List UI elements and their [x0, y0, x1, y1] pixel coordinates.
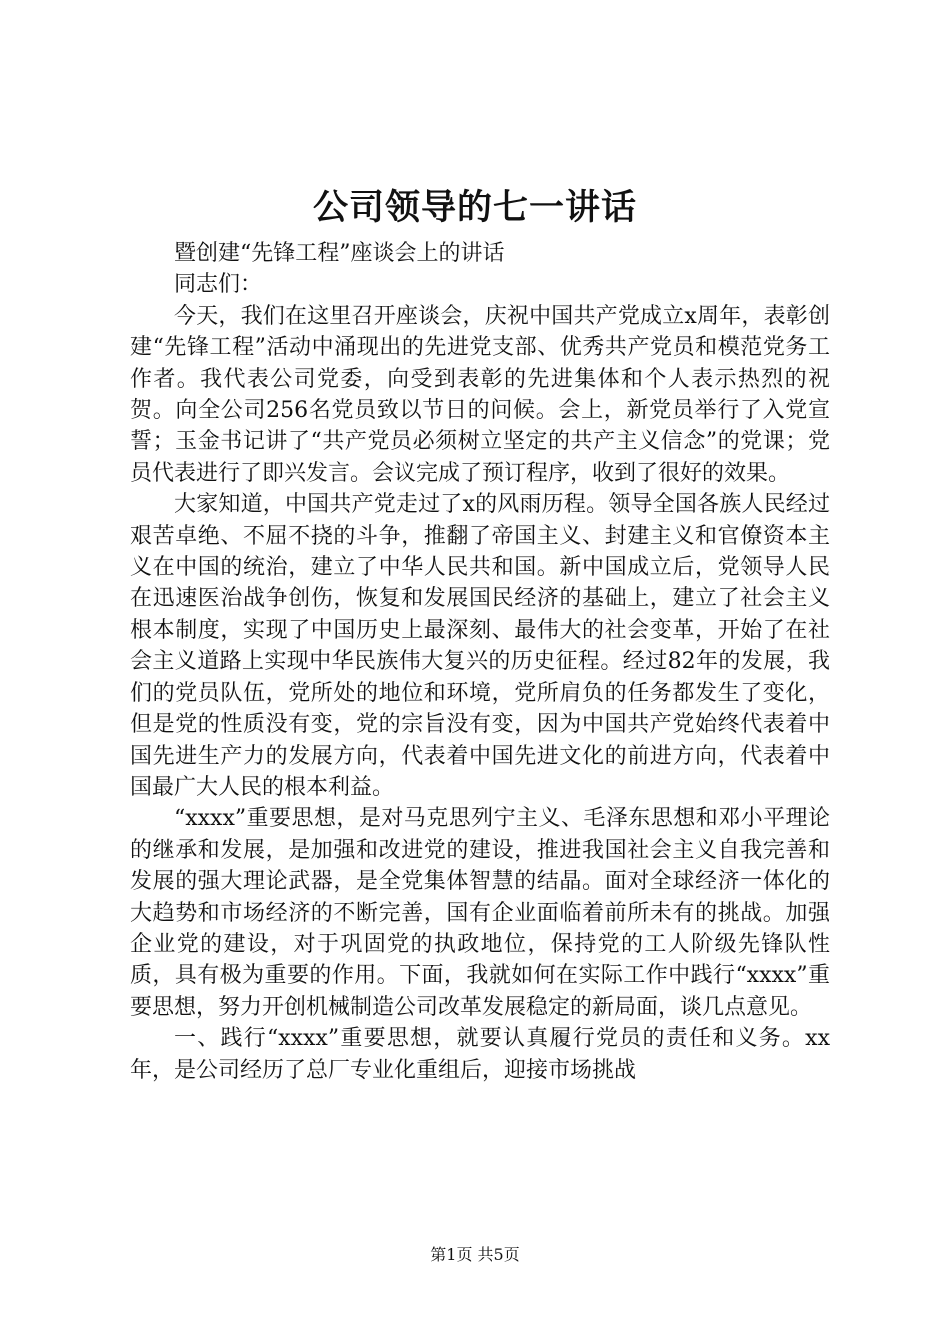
- document-body: [130, 238, 830, 1086]
- salutation-paragraph: 同志们：: [174, 272, 263, 298]
- page-number-footer: 第1页 共5页: [430, 1245, 520, 1264]
- body-paragraph: 一、践行“xxxx”重要思想，就要认真履行党员的责任和义务。xx年，是公司经历了总厂专业化重组后，迎接市场挑战: [130, 1026, 830, 1083]
- body-paragraph: “xxxx”重要思想，是对马克思列宁主义、毛泽东思想和邓小平理论的继承和发展，是加强和改进党的建设，推进我国社会主义自我完善和发展的强大理论武器，是全党集体智慧的结晶。面对全球经济一体化的大趋势和市场经济的不断完善，国有企业面临着前所未有的挑战。加强企业党的建设，对于巩固党的执政地位，保持党的工人阶级先锋队性质，具有极为重要的作用。下面，我就如何在实际工作中践行“xxxx”重要思想，努力开创机械制造公司改革发展稳定的新局面，谈几点意见。: [130, 806, 830, 1020]
- document-title: 公司领导的七一讲话: [312, 187, 637, 228]
- subtitle-paragraph: 暨创建“先锋工程”座谈会上的讲话: [174, 241, 505, 266]
- body-paragraph: 大家知道，中国共产党走过了x的风雨历程。领导全国各族人民经过艰苦卓绝、不屈不挠的斗争，推翻了帝国主义、封建主义和官僚资本主义在中国的统治，建立了中华人民共和国。新中国成立后，党领导人民在迅速医治战争创伤，恢复和发展国民经济的基础上，建立了社会主义根本制度，实现了中国历史上最深刻、最伟大的社会变革，开始了在社会主义道路上实现中华民族伟大复兴的历史征程。经过82年的发展，我们的党员队伍，党所处的地位和环境，党所肩负的任务都发生了变化，但是党的性质没有变，党的宗旨没有变，因为中国共产党始终代表着中国先进生产力的发展方向，代表着中国先进文化的前进方向，代表着中国最广大人民的根本利益。: [130, 492, 830, 800]
- body-paragraph: 今天，我们在这里召开座谈会，庆祝中国共产党成立x周年，表彰创建“先锋工程”活动中涌现出的先进党支部、优秀共产党员和模范党务工作者。我代表公司党委，向受到表彰的先进集体和个人表示热烈的祝贺。向全公司256名党员致以节日的问候。会上，新党员举行了入党宣誓；玉金书记讲了“共产党员必须树立坚定的共产主义信念”的党课；党员代表进行了即兴发言。会议完成了预订程序，收到了很好的效果。: [130, 303, 830, 486]
